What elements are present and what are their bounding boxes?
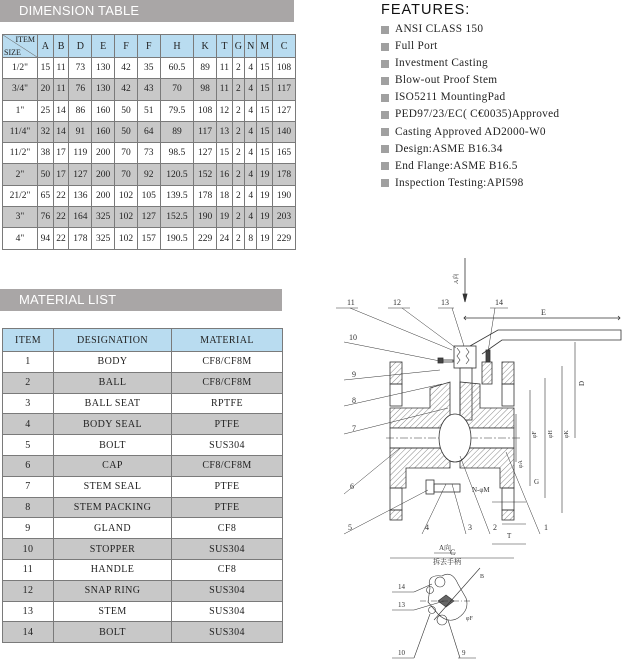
callout-2: 2 <box>493 523 497 532</box>
material-list-title: MATERIAL LIST <box>19 292 117 307</box>
dimension-value-cell: 178 <box>194 185 217 206</box>
item-cell: 14 <box>3 622 54 643</box>
dimension-value-cell: 60.5 <box>160 58 193 79</box>
material-column-header: MATERIAL <box>172 329 283 352</box>
item-cell: 2 <box>3 372 54 393</box>
designation-cell: BALL SEAT <box>54 393 172 414</box>
feature-text: ANSI CLASS 150 <box>395 23 484 35</box>
feature-item <box>381 21 559 38</box>
dimension-value-cell: 42 <box>115 58 138 79</box>
size-cell: 4" <box>3 228 38 249</box>
feature-item <box>381 55 559 72</box>
top-view-dim-B: B <box>480 574 485 580</box>
dimension-value-cell: 190 <box>194 207 217 228</box>
material-row <box>3 497 283 518</box>
top-view-callout-10: 10 <box>398 649 405 657</box>
material-row <box>3 559 283 580</box>
dimension-value-cell: 15 <box>217 143 233 164</box>
dimension-value-cell: 102 <box>115 185 138 206</box>
designation-cell: STEM SEAL <box>54 476 172 497</box>
feature-item <box>381 141 559 158</box>
item-cell: 12 <box>3 580 54 601</box>
dimension-value-cell: 13 <box>217 121 233 142</box>
dimension-value-cell: 4 <box>245 79 257 100</box>
dimension-value-cell: 11 <box>53 79 69 100</box>
size-cell: 3/4" <box>3 79 38 100</box>
column-header: A <box>38 35 54 58</box>
dimension-row <box>3 121 296 142</box>
top-view-a <box>392 543 484 658</box>
material-cell: SUS304 <box>172 580 283 601</box>
callout-12: 12 <box>393 298 401 307</box>
dimension-value-cell: 14 <box>53 121 69 142</box>
dimension-value-cell: 79.5 <box>160 100 193 121</box>
dimension-value-cell: 25 <box>38 100 54 121</box>
dimension-value-cell: 42 <box>115 79 138 100</box>
dimension-value-cell: 4 <box>245 100 257 121</box>
material-cell: RPTFE <box>172 393 283 414</box>
dimension-value-cell: 108 <box>194 100 217 121</box>
dimension-value-cell: 43 <box>137 79 160 100</box>
column-header: E <box>92 35 115 58</box>
dimension-value-cell: 8 <box>245 228 257 249</box>
feature-text: End Flange:ASME B16.5 <box>395 159 518 172</box>
material-row <box>3 622 283 643</box>
material-row <box>3 435 283 456</box>
dimension-value-cell: 200 <box>92 164 115 185</box>
bullet-square-icon <box>381 128 389 136</box>
feature-text: Casting Approved AD2000-W0 <box>395 125 546 138</box>
dimension-value-cell: 178 <box>69 228 92 249</box>
valve-body <box>386 362 520 520</box>
top-view-title: A向 <box>439 544 452 552</box>
dimension-value-cell: 15 <box>38 58 54 79</box>
dimension-value-cell: 152 <box>194 164 217 185</box>
column-header: M <box>257 35 273 58</box>
material-row <box>3 372 283 393</box>
bullet-square-icon <box>381 145 389 153</box>
dimension-value-cell: 102 <box>115 207 138 228</box>
dimension-value-cell: 4 <box>245 207 257 228</box>
material-table-header-row <box>3 329 283 352</box>
bullet-square-icon <box>381 60 389 68</box>
designation-cell: CAP <box>54 455 172 476</box>
dimension-value-cell: 38 <box>38 143 54 164</box>
dimension-value-cell: 165 <box>273 143 296 164</box>
material-list-title-bar <box>0 289 282 311</box>
dimension-value-cell: 2 <box>232 121 244 142</box>
features-title: FEATURES: <box>381 2 471 18</box>
material-row <box>3 455 283 476</box>
dimension-value-cell: 4 <box>245 185 257 206</box>
size-cell: 1/2" <box>3 58 38 79</box>
feature-text: Blow-out Proof Stem <box>395 74 498 87</box>
column-header: H <box>160 35 193 58</box>
dimension-value-cell: 136 <box>69 185 92 206</box>
dimension-value-cell: 190.5 <box>160 228 193 249</box>
feature-text: Investment Casting <box>395 57 488 70</box>
dimension-value-cell: 92 <box>137 164 160 185</box>
view-arrow <box>452 258 467 302</box>
material-row <box>3 601 283 622</box>
feature-item <box>381 124 559 141</box>
dimension-value-cell: 4 <box>245 121 257 142</box>
dimension-value-cell: 19 <box>257 207 273 228</box>
callout-11: 11 <box>347 298 355 307</box>
dimension-value-cell: 200 <box>92 143 115 164</box>
dimension-value-cell: 22 <box>53 228 69 249</box>
feature-item <box>381 158 559 175</box>
dimension-value-cell: 117 <box>273 79 296 100</box>
dimension-value-cell: 70 <box>115 164 138 185</box>
material-cell: CF8 <box>172 518 283 539</box>
size-cell: 3" <box>3 207 38 228</box>
material-cell: SUS304 <box>172 539 283 560</box>
designation-cell: BODY SEAL <box>54 414 172 435</box>
dimension-value-cell: 2 <box>232 164 244 185</box>
dimension-value-cell: 164 <box>69 207 92 228</box>
dimension-value-cell: 76 <box>69 79 92 100</box>
callout-10: 10 <box>349 333 357 342</box>
dim-label-phiA: φA <box>518 460 524 468</box>
dimension-value-cell: 11 <box>217 79 233 100</box>
dimension-value-cell: 325 <box>92 207 115 228</box>
column-header: G <box>232 35 244 58</box>
dimension-value-cell: 19 <box>257 164 273 185</box>
dimension-value-cell: 2 <box>232 143 244 164</box>
material-cell: PTFE <box>172 476 283 497</box>
material-row <box>3 518 283 539</box>
item-cell: 4 <box>3 414 54 435</box>
dimension-row <box>3 79 296 100</box>
dimension-row <box>3 207 296 228</box>
item-column-header: ITEM <box>3 329 54 352</box>
dimension-value-cell: 20 <box>38 79 54 100</box>
bullet-square-icon <box>381 179 389 187</box>
column-header: F <box>137 35 160 58</box>
dimension-row <box>3 185 296 206</box>
dimension-value-cell: 64 <box>137 121 160 142</box>
dimension-table <box>2 34 296 250</box>
dim-label-phiH: φH <box>548 430 554 438</box>
bullet-square-icon <box>381 26 389 34</box>
material-row <box>3 393 283 414</box>
designation-cell: STEM PACKING <box>54 497 172 518</box>
item-cell: 9 <box>3 518 54 539</box>
callout-5: 5 <box>348 523 352 532</box>
feature-item <box>381 106 559 123</box>
dimension-value-cell: 127 <box>194 143 217 164</box>
dimension-table-title-bar <box>0 0 294 22</box>
dimension-value-cell: 86 <box>69 100 92 121</box>
dim-label-phiK: φK <box>564 430 570 438</box>
designation-cell: GLAND <box>54 518 172 539</box>
column-header: T <box>217 35 233 58</box>
dimension-value-cell: 17 <box>53 164 69 185</box>
dimension-value-cell: 89 <box>194 58 217 79</box>
callout-7: 7 <box>352 424 356 433</box>
material-table <box>2 328 283 643</box>
dimension-value-cell: 19 <box>257 185 273 206</box>
feature-item <box>381 38 559 55</box>
dimension-value-cell: 325 <box>92 228 115 249</box>
dimension-value-cell: 160 <box>92 121 115 142</box>
dimension-value-cell: 15 <box>257 58 273 79</box>
dimension-value-cell: 22 <box>53 185 69 206</box>
dimension-value-cell: 76 <box>38 207 54 228</box>
dim-label-T: T <box>507 532 512 540</box>
callout-13: 13 <box>441 298 449 307</box>
dimension-value-cell: 70 <box>160 79 193 100</box>
dimension-value-cell: 18 <box>217 185 233 206</box>
dimension-table-title: DIMENSION TABLE <box>19 3 140 18</box>
callout-9: 9 <box>352 370 356 379</box>
top-view-callout-14: 14 <box>398 583 405 591</box>
dimension-value-cell: 2 <box>232 79 244 100</box>
dimension-value-cell: 89 <box>160 121 193 142</box>
material-cell: CF8/CF8M <box>172 372 283 393</box>
designation-cell: BOLT <box>54 435 172 456</box>
dimension-value-cell: 98 <box>194 79 217 100</box>
dimension-value-cell: 160 <box>92 100 115 121</box>
designation-cell: HANDLE <box>54 559 172 580</box>
dimension-value-cell: 2 <box>232 58 244 79</box>
dimension-value-cell: 117 <box>194 121 217 142</box>
material-row <box>3 580 283 601</box>
dimension-value-cell: 91 <box>69 121 92 142</box>
dimension-value-cell: 139.5 <box>160 185 193 206</box>
dimension-value-cell: 2 <box>232 207 244 228</box>
column-header: F <box>115 35 138 58</box>
dimension-value-cell: 140 <box>273 121 296 142</box>
designation-cell: STEM <box>54 601 172 622</box>
designation-cell: BODY <box>54 352 172 373</box>
item-cell: 3 <box>3 393 54 414</box>
dimension-value-cell: 12 <box>217 100 233 121</box>
dimension-value-cell: 127 <box>273 100 296 121</box>
material-cell: SUS304 <box>172 622 283 643</box>
material-cell: CF8/CF8M <box>172 455 283 476</box>
dim-label-N-phiM: N-φM <box>472 486 490 494</box>
dim-label-phiF: φF <box>532 431 538 438</box>
dimension-value-cell: 105 <box>137 185 160 206</box>
dimension-value-cell: 11 <box>217 58 233 79</box>
dimension-table-body <box>3 58 296 250</box>
dimension-value-cell: 2 <box>232 228 244 249</box>
dimension-row <box>3 164 296 185</box>
corner-size-label: SIZE <box>4 48 21 57</box>
features-section <box>381 0 559 192</box>
dimension-row <box>3 143 296 164</box>
dimension-value-cell: 16 <box>217 164 233 185</box>
callout-3: 3 <box>468 523 472 532</box>
dimension-value-cell: 14 <box>53 100 69 121</box>
dimension-value-cell: 70 <box>115 143 138 164</box>
top-view-callout-13: 13 <box>398 601 405 609</box>
callout-8: 8 <box>352 396 356 405</box>
dimension-row <box>3 58 296 79</box>
dim-label-D: D <box>578 380 586 386</box>
dimension-value-cell: 4 <box>245 143 257 164</box>
dimension-value-cell: 108 <box>273 58 296 79</box>
callout-1: 1 <box>544 523 548 532</box>
bullet-square-icon <box>381 94 389 102</box>
dimension-value-cell: 11 <box>53 58 69 79</box>
designation-cell: BALL <box>54 372 172 393</box>
dimension-value-cell: 51 <box>137 100 160 121</box>
dimension-value-cell: 22 <box>53 207 69 228</box>
dimension-value-cell: 32 <box>38 121 54 142</box>
dimension-value-cell: 50 <box>115 121 138 142</box>
material-row <box>3 476 283 497</box>
handle <box>464 308 621 354</box>
dimension-value-cell: 15 <box>257 79 273 100</box>
dimension-value-cell: 19 <box>257 228 273 249</box>
material-table-body <box>3 352 283 643</box>
material-cell: CF8 <box>172 559 283 580</box>
column-header: D <box>69 35 92 58</box>
dimension-table-header-row <box>3 35 296 58</box>
feature-item <box>381 89 559 106</box>
features-list <box>381 21 559 192</box>
callout-4: 4 <box>425 523 429 532</box>
dimension-value-cell: 102 <box>115 228 138 249</box>
dim-label-E: E <box>541 308 546 317</box>
top-view-dim-phiF: φF <box>466 616 473 622</box>
dimension-value-cell: 130 <box>92 58 115 79</box>
dimension-value-cell: 17 <box>53 143 69 164</box>
dimension-value-cell: 35 <box>137 58 160 79</box>
feature-item <box>381 175 559 192</box>
item-cell: 7 <box>3 476 54 497</box>
dimension-row <box>3 100 296 121</box>
dimension-value-cell: 98.5 <box>160 143 193 164</box>
designation-cell: SNAP RING <box>54 580 172 601</box>
feature-text: ISO5211 MountingPad <box>395 91 506 104</box>
dimension-value-cell: 157 <box>137 228 160 249</box>
size-cell: 21/2" <box>3 185 38 206</box>
feature-text: Inspection Testing:API598 <box>395 176 524 189</box>
callout-14: 14 <box>495 298 503 307</box>
dimension-value-cell: 178 <box>273 164 296 185</box>
dimension-value-cell: 120.5 <box>160 164 193 185</box>
dimension-value-cell: 190 <box>273 185 296 206</box>
corner-item-label: ITEM <box>15 35 35 44</box>
dimension-value-cell: 4 <box>245 164 257 185</box>
column-header: C <box>273 35 296 58</box>
bullet-square-icon <box>381 77 389 85</box>
item-cell: 5 <box>3 435 54 456</box>
dim-label-C: C <box>450 548 456 557</box>
dimension-value-cell: 2 <box>232 100 244 121</box>
ball-valve-technical-drawing <box>330 258 622 659</box>
item-cell: 8 <box>3 497 54 518</box>
dimension-value-cell: 15 <box>257 121 273 142</box>
designation-cell: BOLT <box>54 622 172 643</box>
dimension-value-cell: 24 <box>217 228 233 249</box>
dim-label-G: G <box>534 478 540 486</box>
item-cell: 6 <box>3 455 54 476</box>
size-item-corner-cell <box>3 35 38 58</box>
dimension-value-cell: 4 <box>245 58 257 79</box>
feature-text: PED97/23/EC( C€0035)Approved <box>395 108 560 121</box>
column-header: K <box>194 35 217 58</box>
column-header: N <box>245 35 257 58</box>
material-cell: PTFE <box>172 414 283 435</box>
size-cell: 11/2" <box>3 143 38 164</box>
size-cell: 2" <box>3 164 38 185</box>
bullet-square-icon <box>381 111 389 119</box>
dimension-value-cell: 200 <box>92 185 115 206</box>
dimension-value-cell: 127 <box>137 207 160 228</box>
dimension-value-cell: 229 <box>194 228 217 249</box>
dimension-value-cell: 229 <box>273 228 296 249</box>
bullet-square-icon <box>381 162 389 170</box>
view-arrow-label: A向 <box>454 273 460 284</box>
size-cell: 1" <box>3 100 38 121</box>
top-view-callout-9: 9 <box>462 649 466 657</box>
feature-text: Full Port <box>395 40 438 53</box>
dimension-value-cell: 73 <box>69 58 92 79</box>
dimension-value-cell: 2 <box>232 185 244 206</box>
top-view-subtitle: 拆去手柄 <box>433 558 461 566</box>
material-cell: PTFE <box>172 497 283 518</box>
designation-cell: STOPPER <box>54 539 172 560</box>
dimension-value-cell: 65 <box>38 185 54 206</box>
item-cell: 13 <box>3 601 54 622</box>
dimension-value-cell: 119 <box>69 143 92 164</box>
item-cell: 1 <box>3 352 54 373</box>
feature-text: Design:ASME B16.34 <box>395 142 503 155</box>
size-cell: 11/4" <box>3 121 38 142</box>
dimension-value-cell: 50 <box>38 164 54 185</box>
dimension-value-cell: 73 <box>137 143 160 164</box>
bullet-square-icon <box>381 43 389 51</box>
material-cell: CF8/CF8M <box>172 352 283 373</box>
callout-6: 6 <box>350 482 354 491</box>
material-cell: SUS304 <box>172 601 283 622</box>
dimension-value-cell: 203 <box>273 207 296 228</box>
dimension-value-cell: 130 <box>92 79 115 100</box>
material-cell: SUS304 <box>172 435 283 456</box>
dimension-value-cell: 15 <box>257 143 273 164</box>
dimension-row <box>3 228 296 249</box>
dimension-value-cell: 15 <box>257 100 273 121</box>
dimension-value-cell: 50 <box>115 100 138 121</box>
dimension-value-cell: 94 <box>38 228 54 249</box>
material-row <box>3 539 283 560</box>
feature-item <box>381 72 559 89</box>
dimension-value-cell: 127 <box>69 164 92 185</box>
designation-column-header: DESIGNATION <box>54 329 172 352</box>
column-header: B <box>53 35 69 58</box>
dimension-value-cell: 152.5 <box>160 207 193 228</box>
item-cell: 11 <box>3 559 54 580</box>
item-cell: 10 <box>3 539 54 560</box>
material-row <box>3 352 283 373</box>
material-row <box>3 414 283 435</box>
dimension-value-cell: 19 <box>217 207 233 228</box>
